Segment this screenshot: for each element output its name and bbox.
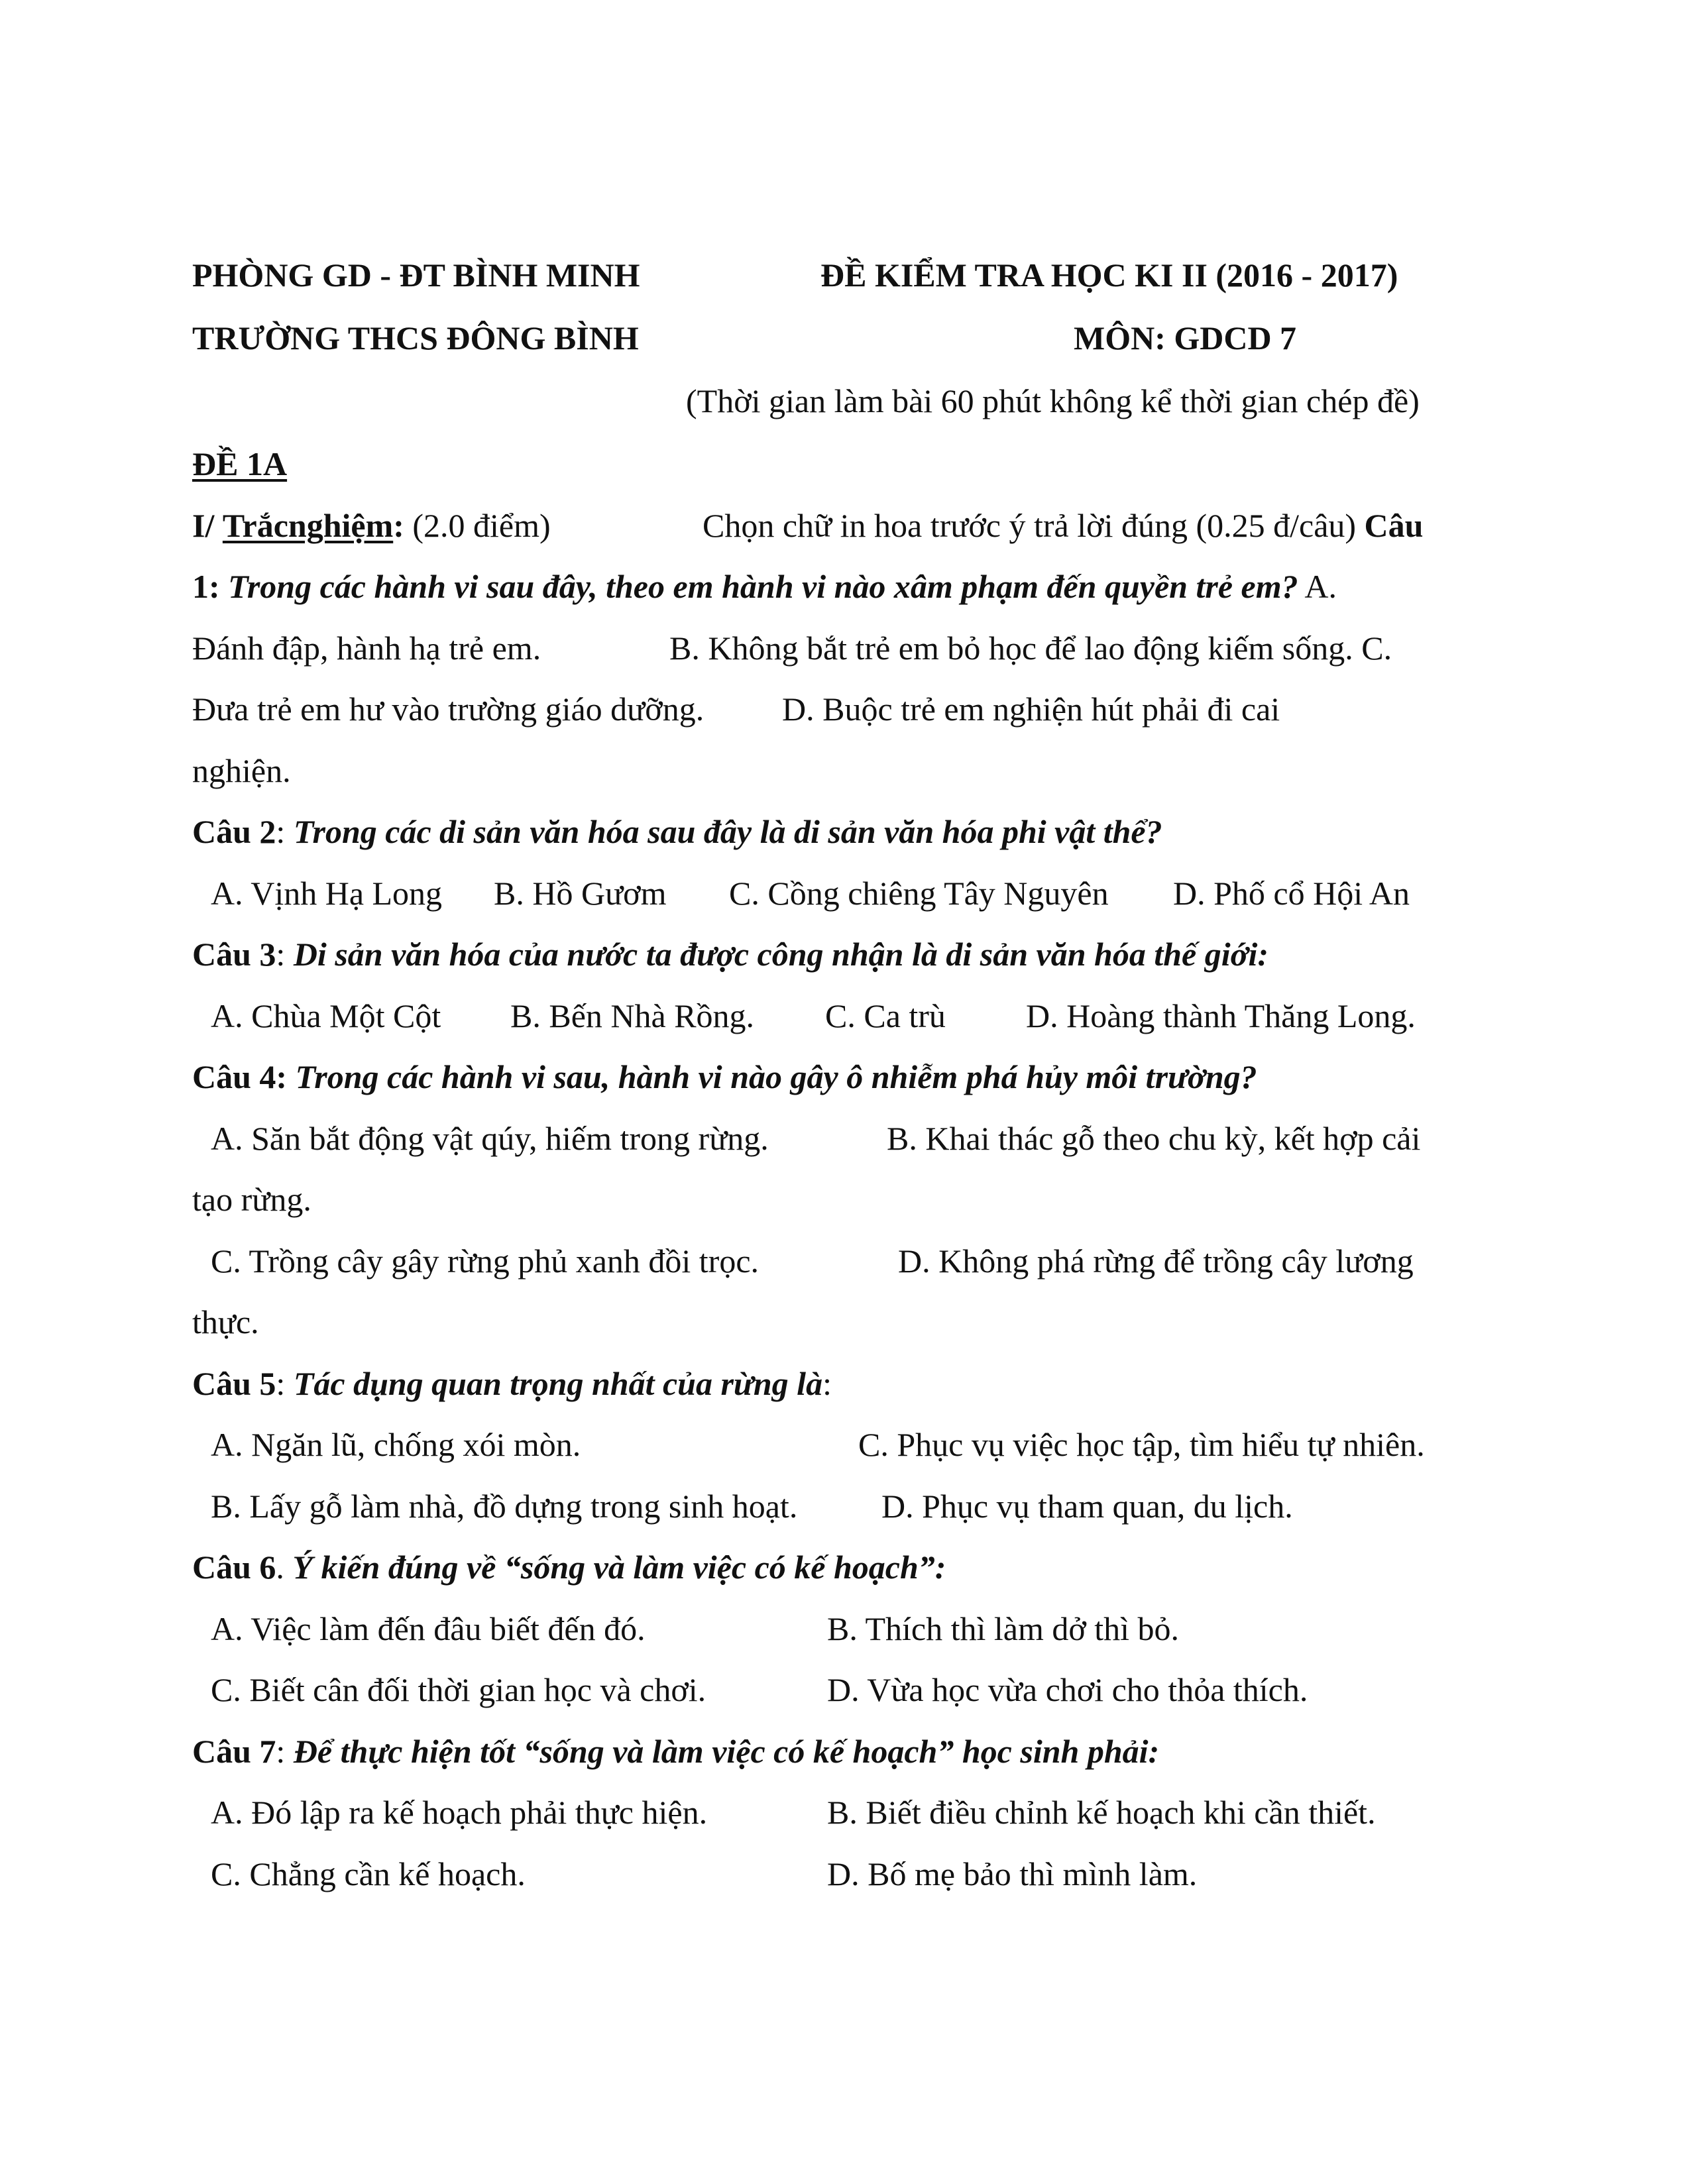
- question-5-option-a: A. Ngăn lũ, chống xói mòn.: [211, 1426, 581, 1463]
- question-6-option-d: D. Vừa học vừa chơi cho thỏa thích.: [827, 1671, 1308, 1708]
- question-7-option-a: A. Đó lập ra kế hoạch phải thực hiện.: [211, 1794, 708, 1831]
- question-6-option-a: A. Việc làm đến đâu biết đến đó.: [211, 1610, 646, 1647]
- question-2-option-b: B. Hồ Gươm: [494, 875, 667, 912]
- question-3-text: Di sản văn hóa của nước ta được công nhận là di sản văn hóa thế giới:: [293, 936, 1268, 973]
- question-5: [192, 1364, 832, 1403]
- question-7-option-b: B. Biết điều chỉnh kế hoạch khi cần thiết.: [827, 1794, 1376, 1831]
- question-2-option-d: D. Phố cổ Hội An: [1173, 875, 1410, 912]
- question-1-option-a-prefix: A.: [1304, 568, 1337, 605]
- question-6-option-c: C. Biết cân đối thời gian học và chơi.: [211, 1671, 706, 1708]
- question-1-option-a: Đánh đập, hành hạ trẻ em.: [192, 629, 541, 667]
- question-6: [192, 1547, 946, 1587]
- question-1-label: 1:: [192, 568, 220, 605]
- question-6-label: Câu 6: [192, 1549, 276, 1586]
- question-3-option-b: B. Bến Nhà Rồng.: [510, 997, 755, 1034]
- question-7-option-c: C. Chẳng cần kế hoạch.: [211, 1855, 526, 1892]
- question-1-label-start: Câu: [1364, 507, 1424, 544]
- question-4-option-a: A. Săn bắt động vật qúy, hiếm trong rừng.: [211, 1120, 769, 1157]
- question-5-label: Câu 5: [192, 1365, 276, 1402]
- subject-title: MÔN: GDCD 7: [1074, 319, 1297, 356]
- question-7-text: Để thực hiện tốt “sống và làm việc có kế hoạch” học sinh phải:: [293, 1733, 1160, 1770]
- school-name: TRƯỜNG THCS ĐÔNG BÌNH: [192, 319, 639, 356]
- question-2-text: Trong các di sản văn hóa sau đây là di sản văn hóa phi vật thể?: [293, 813, 1162, 850]
- section-colon: :: [393, 507, 404, 544]
- question-5-end: :: [822, 1365, 832, 1402]
- question-4-option-b-continued: tạo rừng.: [192, 1181, 311, 1218]
- question-2-label: Câu 2: [192, 813, 276, 850]
- question-7-option-d: D. Bố mẹ bảo thì mình làm.: [827, 1855, 1198, 1892]
- question-7: [192, 1731, 1159, 1771]
- exam-title: ĐỀ KIỂM TRA HỌC KI II (2016 - 2017): [820, 256, 1398, 294]
- section-prefix: I/: [192, 507, 215, 544]
- question-4-text: Trong các hành vi sau, hành vi nào gây ô nhiễm phá hủy môi trường?: [295, 1058, 1257, 1095]
- question-5-option-b: B. Lấy gỗ làm nhà, đồ dựng trong sinh hoạt.: [211, 1488, 798, 1525]
- exam-code: ĐỀ 1A: [192, 445, 288, 482]
- question-3-option-a: A. Chùa Một Cột: [211, 997, 441, 1034]
- question-1: [192, 567, 1337, 606]
- question-4-option-b: B. Khai thác gỗ theo chu kỳ, kết hợp cải: [887, 1120, 1421, 1157]
- time-note: (Thời gian làm bài 60 phút không kể thời gian chép đề): [686, 382, 1420, 419]
- question-2-sep: :: [276, 813, 294, 850]
- question-4-option-d: D. Không phá rừng để trồng cây lương: [898, 1242, 1414, 1280]
- question-7-label: Câu 7: [192, 1733, 276, 1770]
- question-7-sep: :: [276, 1733, 294, 1770]
- section-instruction-line: [703, 506, 1423, 545]
- section-title: Trắcnghiệm: [222, 507, 394, 544]
- question-5-sep: :: [276, 1365, 294, 1402]
- section-points: (2.0 điểm): [412, 507, 551, 544]
- question-2: [192, 812, 1162, 851]
- question-4-label: Câu 4:: [192, 1058, 288, 1095]
- question-3-option-c: C. Ca trù: [825, 997, 946, 1034]
- question-1-text: Trong các hành vi sau đây, theo em hành vi nào xâm phạm đến quyền trẻ em?: [228, 568, 1298, 605]
- question-4-option-c: C. Trồng cây gây rừng phủ xanh đồi trọc.: [211, 1242, 760, 1280]
- question-4-option-d-continued: thực.: [192, 1303, 259, 1340]
- question-1-option-c-prefix: C.: [1361, 629, 1392, 667]
- section-heading: [192, 506, 551, 545]
- question-3-sep: :: [276, 936, 294, 973]
- department-name: PHÒNG GD - ĐT BÌNH MINH: [192, 256, 640, 294]
- question-2-option-a: A. Vịnh Hạ Long: [211, 875, 443, 912]
- section-instruction: Chọn chữ in hoa trước ý trả lời đúng (0.25 đ/câu): [703, 507, 1357, 544]
- question-6-sep: .: [276, 1549, 293, 1586]
- question-2-option-c: C. Cồng chiêng Tây Nguyên: [729, 875, 1109, 912]
- question-5-option-d: D. Phục vụ tham quan, du lịch.: [881, 1488, 1293, 1525]
- question-3-label: Câu 3: [192, 936, 276, 973]
- question-1-option-d-continued: nghiện.: [192, 752, 291, 789]
- question-3-option-d: D. Hoàng thành Thăng Long.: [1026, 997, 1416, 1034]
- question-3: [192, 934, 1268, 974]
- question-5-option-c: C. Phục vụ việc học tập, tìm hiểu tự nhiên.: [858, 1426, 1425, 1463]
- question-1-option-c: Đưa trẻ em hư vào trường giáo dưỡng.: [192, 690, 704, 728]
- question-1-option-d: D. Buộc trẻ em nghiện hút phải đi cai: [782, 690, 1280, 728]
- question-4: [192, 1057, 1257, 1097]
- question-1-option-b: [669, 628, 1392, 668]
- question-6-text: Ý kiến đúng về “sống và làm việc có kế hoạch”:: [292, 1549, 946, 1586]
- question-1-option-b-text: B. Không bắt trẻ em bỏ học để lao động kiếm sống.: [669, 629, 1353, 667]
- question-5-text: Tác dụng quan trọng nhất của rừng là: [293, 1365, 823, 1402]
- question-6-option-b: B. Thích thì làm dở thì bỏ.: [827, 1610, 1180, 1647]
